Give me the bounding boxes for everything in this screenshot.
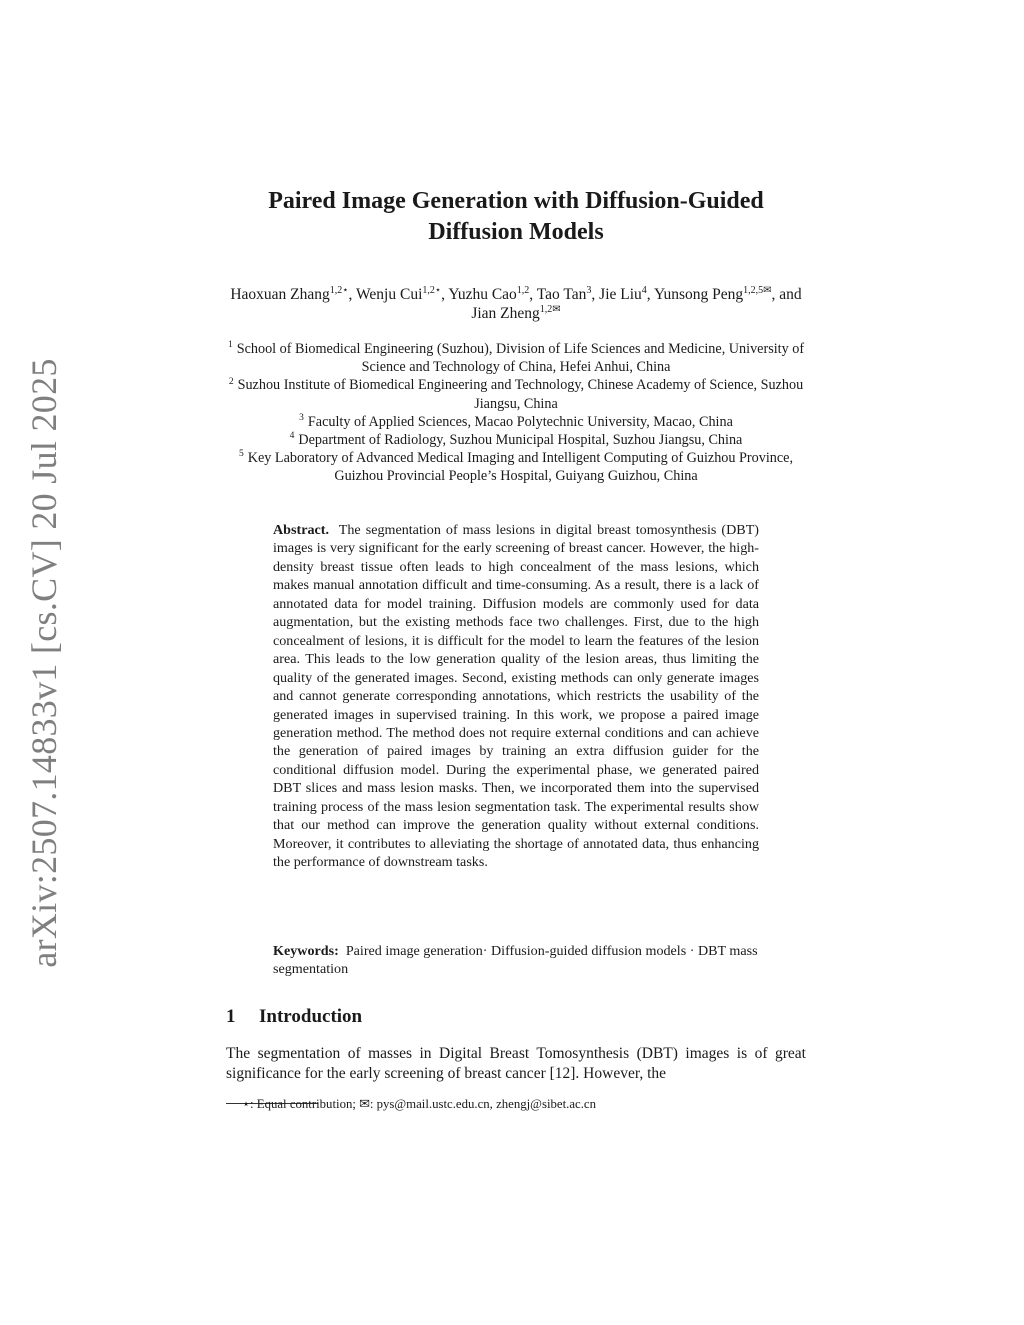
- keywords-text: Paired image generation· Diffusion-guided diffusion models · DBT mass segmentation: [273, 943, 758, 978]
- author-list: [226, 285, 806, 323]
- author: Wenju Cui$^{1,2⋆}$,: [356, 284, 449, 303]
- paper-title-line-2: Diffusion Models: [428, 219, 604, 245]
- keywords: [273, 942, 759, 979]
- author: Haoxuan Zhang$^{1,2⋆}$,: [230, 284, 357, 303]
- affiliation: $^1$ School of Biomedical Engineering (Suzhou), Division of Life Sciences and Medicine, University of Science and Technology of China, Hefei Anhui, China: [227, 340, 805, 376]
- author: Tao Tan$^3$,: [536, 284, 600, 303]
- keywords-label: Keywords:: [273, 943, 339, 959]
- arxiv-identifier-stamp: arXiv:2507.14833v1 [cs.CV] 20 Jul 2025: [24, 358, 64, 968]
- affiliation-list: [226, 340, 806, 486]
- paper-title: [226, 186, 806, 248]
- footnote: ⋆: Equal contribution; ✉: pys@mail.ustc.edu.cn, zhengj@sibet.ac.cn: [242, 1097, 596, 1111]
- author: Jie Liu$^4$,: [599, 284, 654, 303]
- abstract-label: Abstract.: [273, 522, 329, 538]
- affiliation: $^5$ Key Laboratory of Advanced Medical Imaging and Intelligent Computing of Guizhou Province, Guizhou Provincial People’s Hospital, Guiyang Guizhou, China: [238, 449, 794, 485]
- author: Jian Zheng$^{1,2✉}$: [471, 303, 561, 322]
- introduction-paragraph: The segmentation of masses in Digital Breast Tomosynthesis (DBT) images is of great significance for the early screening of breast cancer [12]. However, the: [226, 1045, 806, 1082]
- section-title: Introduction: [259, 1006, 363, 1027]
- affiliation: $^2$ Suzhou Institute of Biomedical Engineering and Technology, Chinese Academy of Science, Suzhou Jiangsu, China: [228, 376, 804, 412]
- section-heading-introduction: [226, 1006, 806, 1028]
- author: Yunsong Peng$^{1,2,5✉}$, and: [653, 284, 802, 303]
- section-number: 1: [226, 1006, 236, 1027]
- abstract-text: The segmentation of mass lesions in digital breast tomosynthesis (DBT) images is very significant for the early screening of breast cancer. However, the high-density breast tissue often leads to high concealment of the mass lesions, which makes manual annotation difficult and time-consuming. As a result, there is a lack of annotated data for model training. Diffusion models are commonly used for data augmentation, but the existing methods face two challenges. First, due to the high concealment of lesions, it is difficult for the model to learn the features of the lesion area. This leads to the low generation quality of the lesion areas, thus limiting the quality of the generated images. Second, existing methods can only generate images and cannot generate corresponding annotations, which restricts the usability of the generated images in supervised training. In this work, we propose a paired image generation method. The method does not require external conditions and can achieve the generation of paired images by training an extra diffusion guider for the conditional diffusion model. During the experimental phase, we generated paired DBT slices and mass lesion masks. Then, we incorporated them into the supervised training process of the mass lesion segmentation task. The experimental results show that our method can improve the generation quality without external conditions. Moreover, it contributes to alleviating the shortage of annotated data, thus enhancing the performance of downstream tasks.: [273, 522, 759, 871]
- affiliation: $^4$ Department of Radiology, Suzhou Municipal Hospital, Suzhou Jiangsu, China: [289, 431, 743, 449]
- affiliation: $^3$ Faculty of Applied Sciences, Macao Polytechnic University, Macao, China: [299, 413, 733, 430]
- author: Yuzhu Cao$^{1,2}$,: [448, 284, 537, 303]
- abstract: [273, 521, 759, 872]
- paper-title-line-1: Paired Image Generation with Diffusion-Guided: [268, 188, 764, 214]
